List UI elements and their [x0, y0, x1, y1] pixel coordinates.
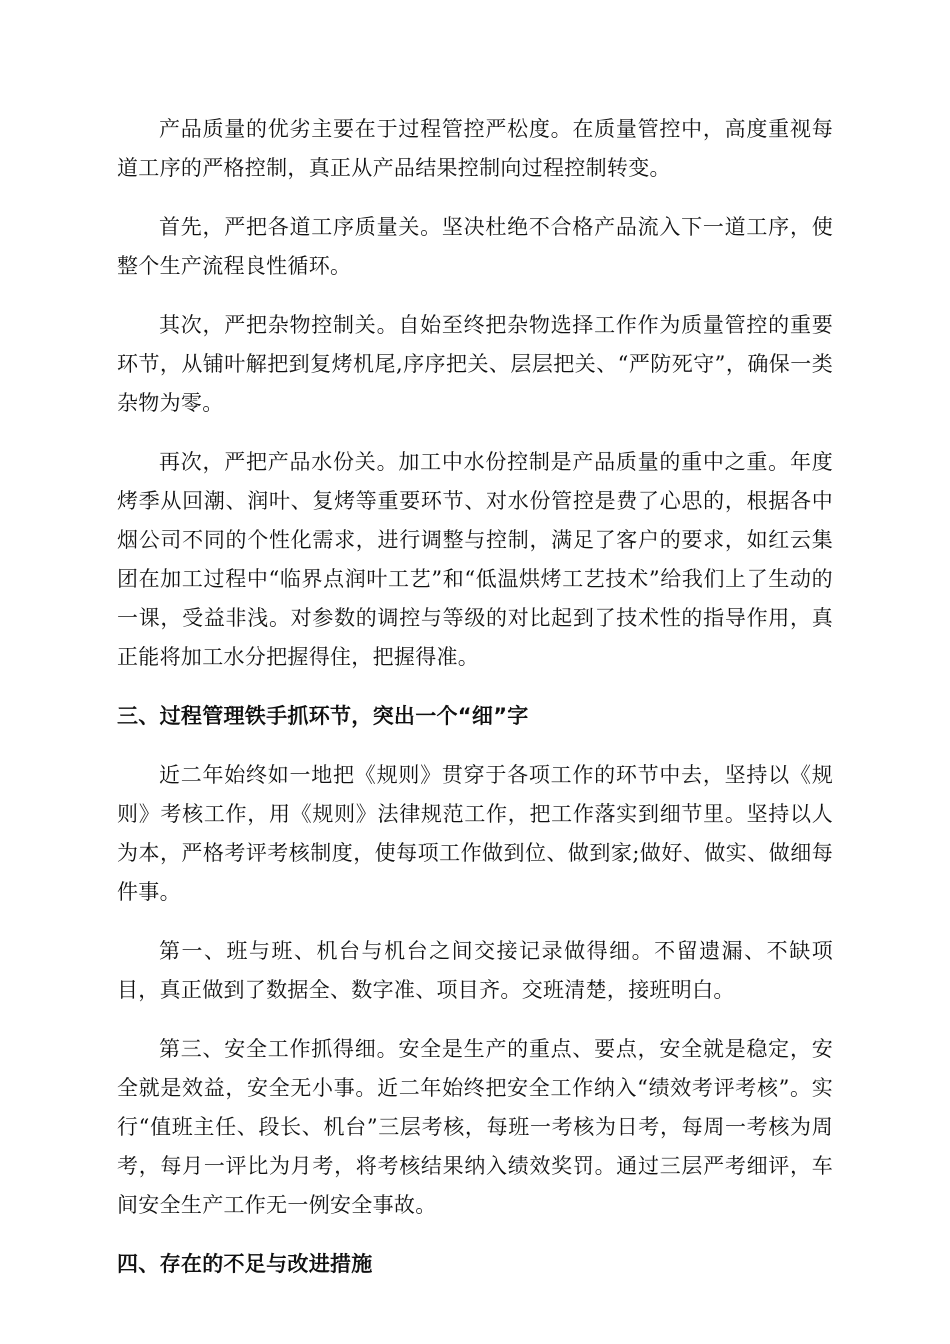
paragraph-debris-control: 其次，严把杂物控制关。自始至终把杂物选择工作作为质量管控的重要环节，从铺叶解把到复烤机尾,序序把关、层层把关、“严防死守”，确保一类杂物为零。 [117, 313, 833, 415]
paragraph-rules: 近二年始终如一地把《规则》贯穿于各项工作的环节中去，坚持以《规则》考核工作，用《规则》法律规范工作，把工作落实到细节里。坚持以人为本，严格考评考核制度，使每项工作做到位、做到家;做好、做实、做细每件事。 [117, 763, 833, 904]
section-heading-3: 三、过程管理铁手抓环节，突出一个“细”字 [117, 704, 529, 728]
paragraph-process-check: 首先，严把各道工序质量关。坚决杜绝不合格产品流入下一道工序，使整个生产流程良性循环。 [117, 215, 833, 278]
paragraph-safety: 第三、安全工作抓得细。安全是生产的重点、要点，安全就是稳定，安全就是效益，安全无小事。近二年始终把安全工作纳入“绩效考评考核”。实行“值班主任、段长、机台”三层考核，每班一考核为日考，每周一考核为周考，每月一评比为月考，将考核结果纳入绩效奖罚。通过三层严考细评，车间安全生产工作无一例安全事故。 [117, 1037, 833, 1217]
paragraph-quality-control: 产品质量的优劣主要在于过程管控严松度。在质量管控中，高度重视每道工序的严格控制，真正从产品结果控制向过程控制转变。 [117, 117, 833, 180]
paragraph-moisture-control: 再次，严把产品水份关。加工中水份控制是产品质量的重中之重。年度烤季从回潮、润叶、复烤等重要环节、对水份管控是费了心思的，根据各中烟公司不同的个性化需求，进行调整与控制，满足了客户的要求，如红云集团在加工过程中“临界点润叶工艺”和“低温烘烤工艺技术”给我们上了生动的一课，受益非浅。对参数的调控与等级的对比起到了技术性的指导作用，真正能将加工水分把握得住，把握得准。 [117, 450, 833, 669]
paragraph-shift-handover: 第一、班与班、机台与机台之间交接记录做得细。不留遗漏、不缺项目，真正做到了数据全、数字准、项目齐。交班清楚，接班明白。 [117, 939, 833, 1002]
document-page [117, 110, 833, 1304]
section-heading-4: 四、存在的不足与改进措施 [117, 1252, 373, 1276]
